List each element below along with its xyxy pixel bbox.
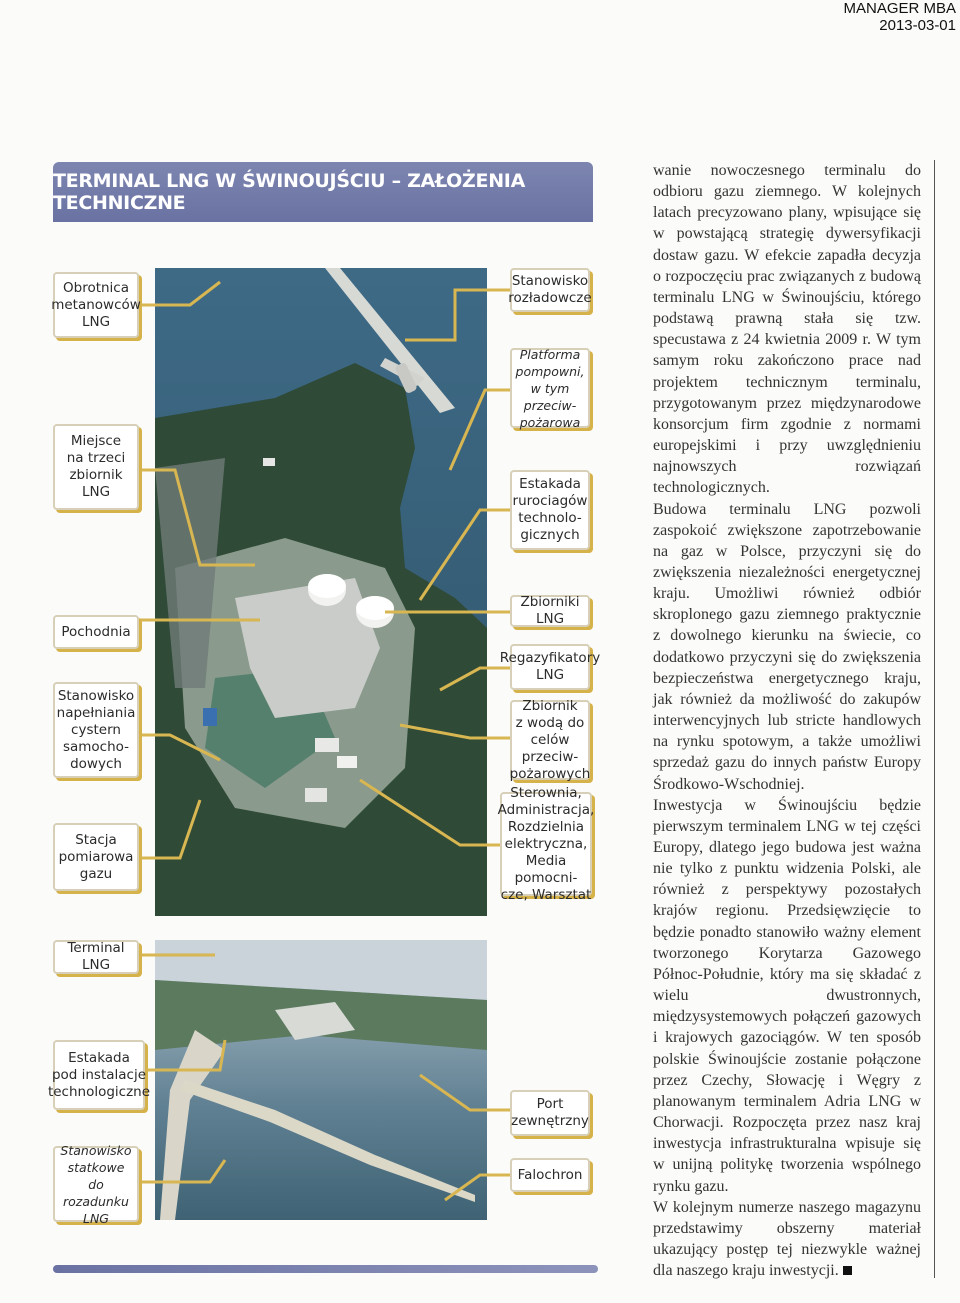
label-pochodnia: Pochodnia bbox=[53, 615, 139, 649]
article-closing-text: W kolejnym numerze naszego magazynu przedstawimy obszerny materiał ukazujący postęp tej niezwykle ważnej dla naszego kraju inwestycji. bbox=[653, 1198, 921, 1280]
label-zbiorniki-lng: Zbiorniki LNG bbox=[510, 595, 590, 627]
terminal-render-illustration bbox=[155, 268, 487, 916]
label-estakada-rurociagow: Estakada rurociagów technolo- gicznych bbox=[510, 470, 590, 550]
article-text bbox=[653, 160, 921, 1281]
port-aerial-render bbox=[155, 940, 487, 1220]
column-rule bbox=[934, 160, 935, 1278]
label-stanowisko-statkowe: Stanowisko statkowe do rozadunku LNG bbox=[53, 1146, 139, 1222]
label-obrotnica-metanowcow: Obrotnica metanowców LNG bbox=[53, 272, 139, 338]
end-of-article-icon bbox=[843, 1266, 852, 1275]
infographic-banner bbox=[53, 162, 593, 222]
label-regazyfikatory-lng: Regazyfikatory LNG bbox=[510, 644, 590, 690]
label-zbiornik-woda-przeciwpozarowa: Zbiornik z wodą do celów przeciw- pożarowych bbox=[509, 697, 591, 782]
article-paragraph: Inwestycja w Świnoujściu będzie pierwszym terminalem LNG w tej części Europy, dlatego jego budowa jest ważna nie tylko z punktu widzenia Polski, ale również z perspektywy pozostałych krajów regionu. Przedsięwzięcie to będzie ponadto stanowiło ważny element tworzonego Korytarza Gazowego Północ-Południe, który ma się składać z wielu dwustronnych, międzysystemowych połączeń gazowych i krajowych gazociągów. W ten sposób polskie Świnoujście zostanie połączone przez Czechy, Słowację i Węgry z planowanym terminalem Adria LNG w Chorwacji. Rozpoczęta przez nasz kraj inwestycja infrastrukturalna wpisuje się w unijną politykę tworzenia wspólnego rynku gazu. bbox=[653, 796, 921, 1195]
article-paragraph: wanie nowoczesnego terminalu do odbioru gazu ziemnego. W kolejnych latach precyzowano plany, wpisujące się w powstającą strategię dywersyfikacji dostaw gazu. W efekcie zapadła decyzja o rozpoczęciu prac związanych z budową terminalu LNG w Świnoujściu, którego podstawą prawną stała się tzw. specustawa z 24 kwietnia 2009 r. W tym samym roku zakończono prace nad projektem technicznym terminalu, przygotowanym przez międzynarodowe konsorcjum firm zgodnie z normami europejskimi i przy uwzględnieniu najnowszych rozwiązań technologicznych. bbox=[653, 162, 921, 497]
label-stanowisko-rozladowcze: Stanowisko rozładowcze bbox=[510, 268, 590, 312]
publication-name: MANAGER MBA bbox=[843, 0, 956, 17]
label-miejsce-trzeci-zbiornik: Miejsce na trzeci zbiornik LNG bbox=[53, 424, 139, 510]
publication-date: 2013-03-01 bbox=[879, 17, 956, 34]
label-estakada-instalacje-technologiczne: Estakada pod instalacje technologiczne bbox=[53, 1040, 145, 1110]
header-stamp bbox=[843, 0, 956, 34]
port-render-illustration bbox=[155, 940, 487, 1220]
label-falochron: Falochron bbox=[510, 1158, 590, 1192]
label-sterownia-administracja: Sterownia, Administracja, Rozdzielnia elektryczna, Media pomocni- cze, Warsztat bbox=[497, 784, 595, 903]
label-stanowisko-napelniania-cystern: Stanowisko napełniania cystern samocho- dowych bbox=[53, 682, 139, 778]
article-paragraph-last bbox=[653, 1197, 921, 1282]
label-stacja-pomiarowa-gazu: Stacja pomiarowa gazu bbox=[53, 823, 139, 891]
article-paragraph: Budowa terminalu LNG pozwoli zaspokoić zwiększone zapotrzebowanie na gaz w Polsce, przyczyni się do zwiększenia niezależności energetycznej kraju. Umożliwi również odbiór skroplonego gazu ziemnego praktycznie z dowolnego kierunku na świecie, co dodatkowo przyczyni się do zwiększenia bezpieczeństwa energetycznego kraju, jak również da możliwość do zakupów interwencyjnych lub stricte handlowych na rynku spotowym, a także umożliwi sprzedaż gazu do innych państw Europy Środkowo-Wschodniej. bbox=[653, 500, 921, 793]
label-port-zewnetrzny: Port zewnętrzny bbox=[510, 1090, 590, 1136]
infographic-bottom-bar bbox=[53, 1265, 598, 1273]
infographic-title: TERMINAL LNG W ŚWINOUJŚCIU – ZAŁOŻENIA TECHNICZNE bbox=[53, 170, 525, 214]
label-terminal-lng: Terminal LNG bbox=[53, 940, 139, 974]
terminal-aerial-render bbox=[155, 268, 487, 916]
label-platforma-pompowni: Platforma pompowni, w tym przeciw- pożarowa bbox=[510, 348, 590, 428]
